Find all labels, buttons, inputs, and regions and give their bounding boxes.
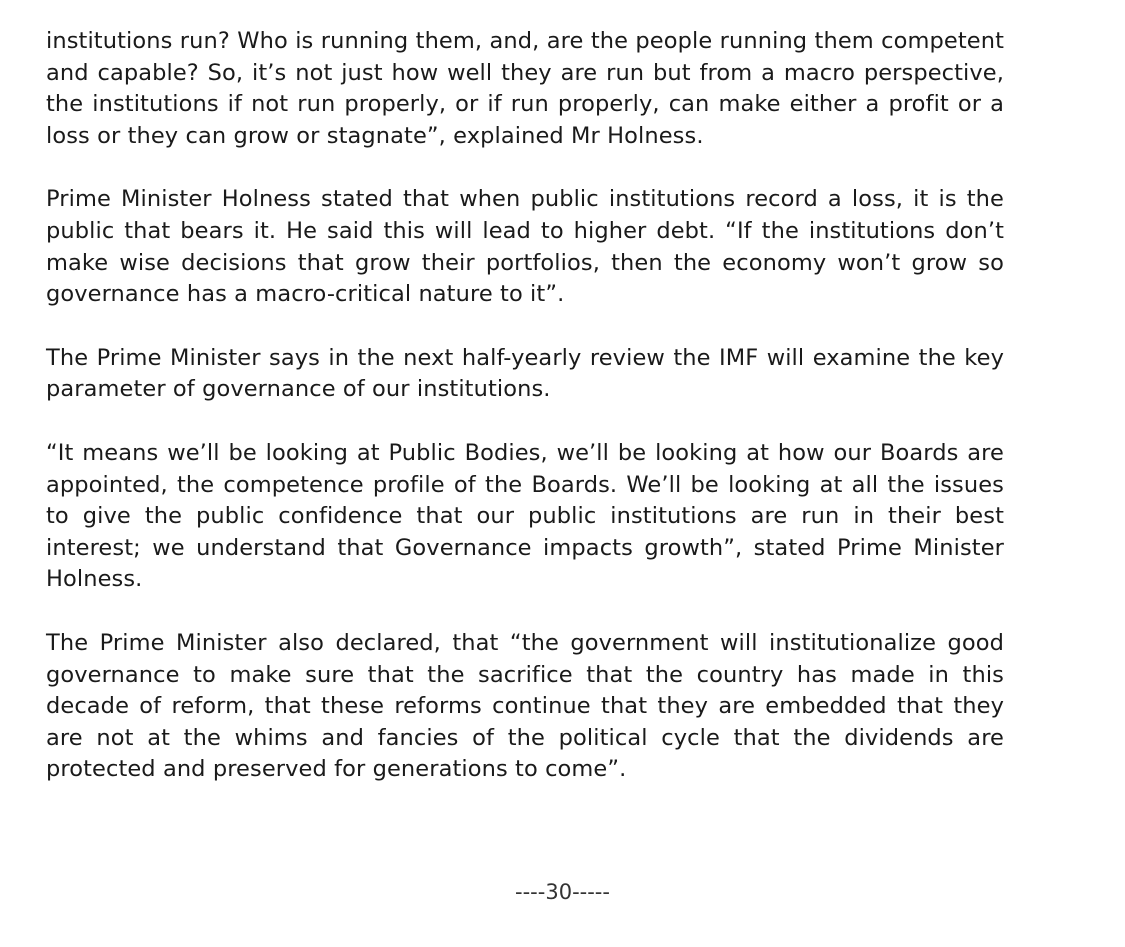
paragraph-4: “It means we’ll be looking at Public Bodies, we’ll be looking at how our Boards are appointed, the competence profile of the Boards. We’ll be looking at all the issues to give the public confidence that our public institutions are run in their best interest; we understand that Governance impacts growth”, stated Prime Minister Holness. [46, 439, 1004, 593]
page-number: ----30----- [515, 880, 610, 904]
document-body [46, 26, 1004, 818]
paragraph-1: institutions run? Who is running them, and, are the people running them competent and capable? So, it’s not just how well they are run but from a macro perspective, the institutions if not run properly, or if run properly, can make either a profit or a loss or they can grow or stagnate”, explained Mr Holness. [46, 28, 1004, 149]
paragraph-2: Prime Minister Holness stated that when public institutions record a loss, it is the public that bears it. He said this will lead to higher debt. “If the institutions don’t make wise decisions that grow their portfolios, then the economy won’t grow so governance has a macro-critical nature to it”. [46, 186, 1004, 308]
paragraph-3: The Prime Minister says in the next half-yearly review the IMF will examine the key parameter of governance of our institutions. [46, 344, 1004, 403]
paragraph-5: The Prime Minister also declared, that “the government will institutionalize good governance to make sure that the sacrifice that the country has made in this decade of reform, that these reforms continue that they are embedded that they are not at the whims and fancies of the political cycle that the dividends are protected and preserved for generations to come”. [46, 629, 1004, 783]
